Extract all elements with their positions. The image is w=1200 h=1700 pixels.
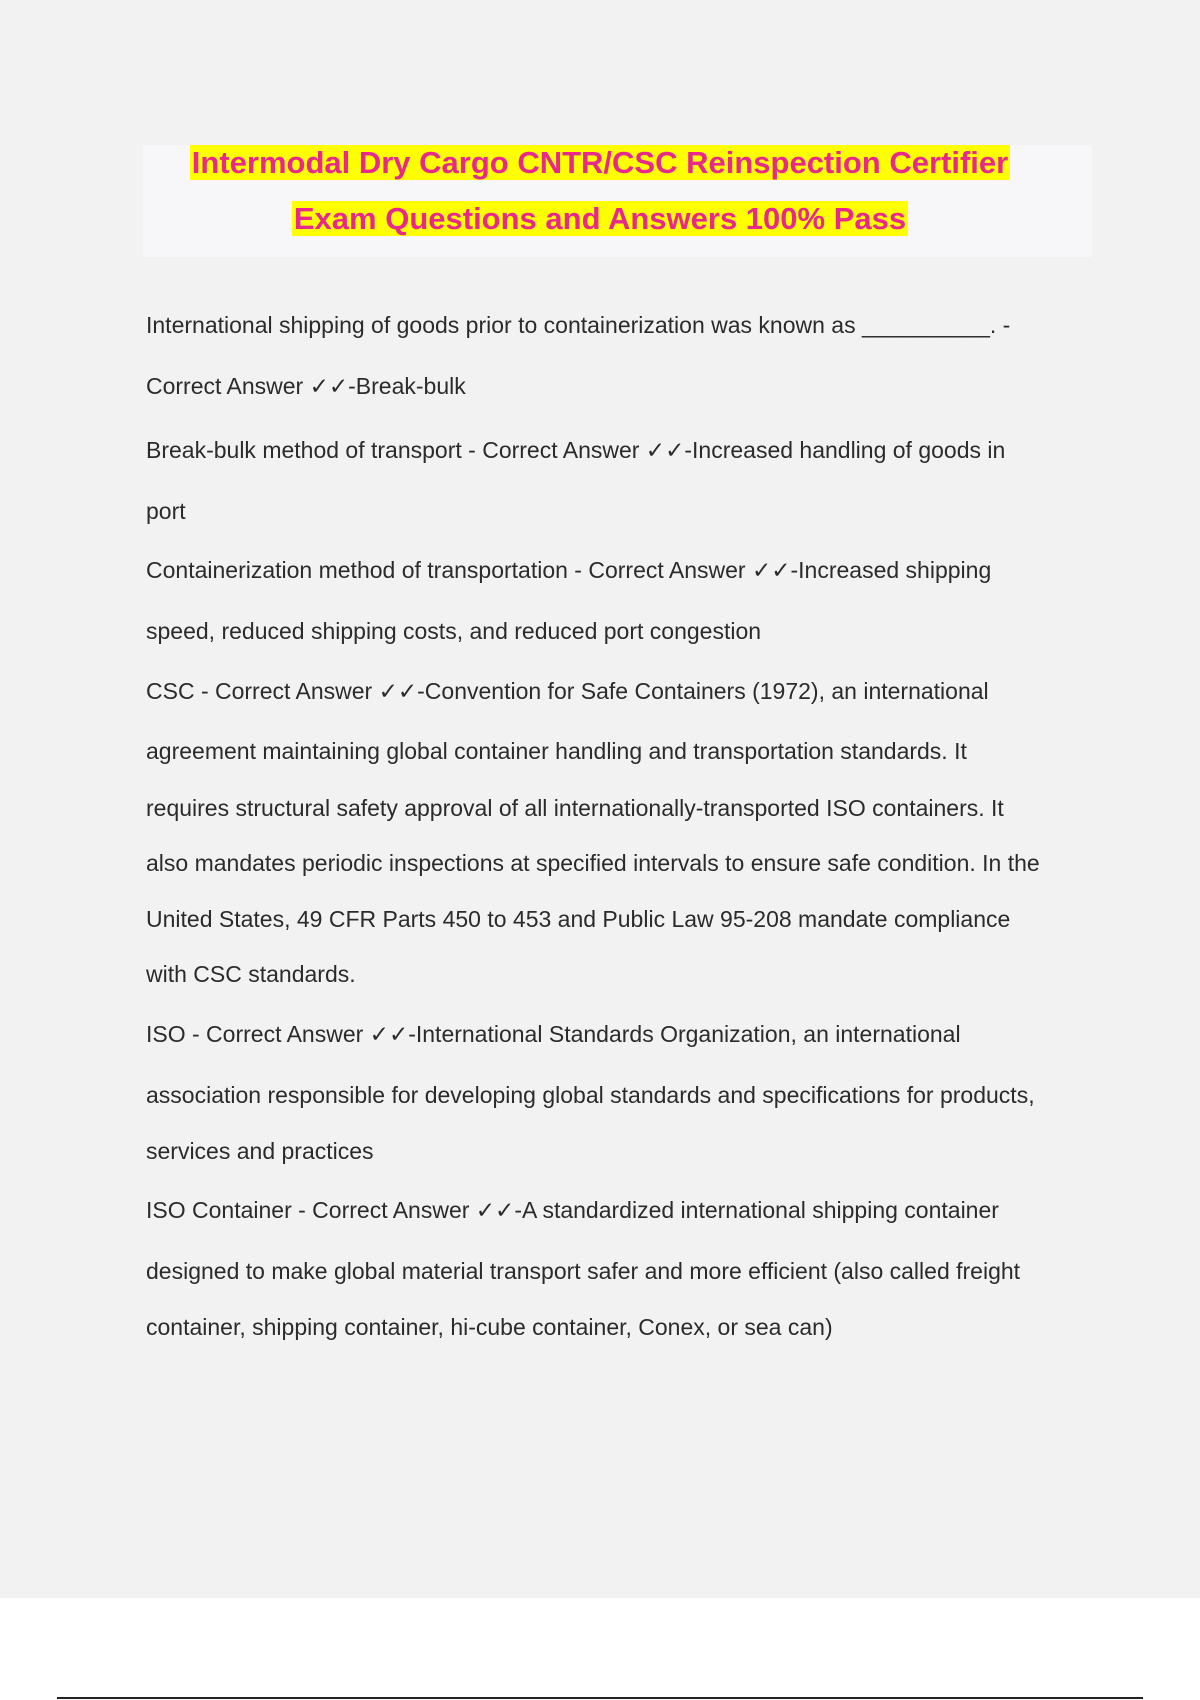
- body-line: designed to make global material transport safer and more efficient (also called freight: [146, 1258, 1021, 1284]
- body-line: speed, reduced shipping costs, and reduced port congestion: [146, 618, 762, 644]
- body-line: ISO Container - Correct Answer ✓✓-A standardized international shipping container: [146, 1197, 999, 1223]
- body-line: United States, 49 CFR Parts 450 to 453 and Public Law 95-208 mandate compliance: [146, 906, 1011, 932]
- body-line: Break-bulk method of transport - Correct Answer ✓✓-Increased handling of goods in: [146, 437, 1006, 463]
- body-line: Containerization method of transportation - Correct Answer ✓✓-Increased shipping: [146, 557, 992, 583]
- document-title-line-1: Intermodal Dry Cargo CNTR/CSC Reinspection Certifier: [191, 145, 1009, 180]
- body-line: container, shipping container, hi-cube container, Conex, or sea can): [146, 1314, 833, 1340]
- document-title-line-2: Exam Questions and Answers 100% Pass: [293, 201, 907, 236]
- body-line: ISO - Correct Answer ✓✓-International Standards Organization, an international: [146, 1021, 961, 1047]
- footer-divider: [57, 1697, 1143, 1699]
- body-line: requires structural safety approval of all internationally-transported ISO containers. It: [146, 795, 1004, 821]
- body-line: also mandates periodic inspections at specified intervals to ensure safe condition. In the: [146, 850, 1040, 876]
- body-line: with CSC standards.: [146, 961, 356, 987]
- body-line: association responsible for developing global standards and specifications for products,: [146, 1082, 1035, 1108]
- body-line: services and practices: [146, 1138, 374, 1164]
- body-line: Correct Answer ✓✓-Break-bulk: [146, 373, 466, 399]
- body-line: CSC - Correct Answer ✓✓-Convention for Safe Containers (1972), an international: [146, 678, 989, 704]
- body-line: port: [146, 498, 186, 524]
- body-line: agreement maintaining global container handling and transportation standards. It: [146, 738, 967, 764]
- body-line: International shipping of goods prior to containerization was known as __________. -: [146, 312, 1011, 338]
